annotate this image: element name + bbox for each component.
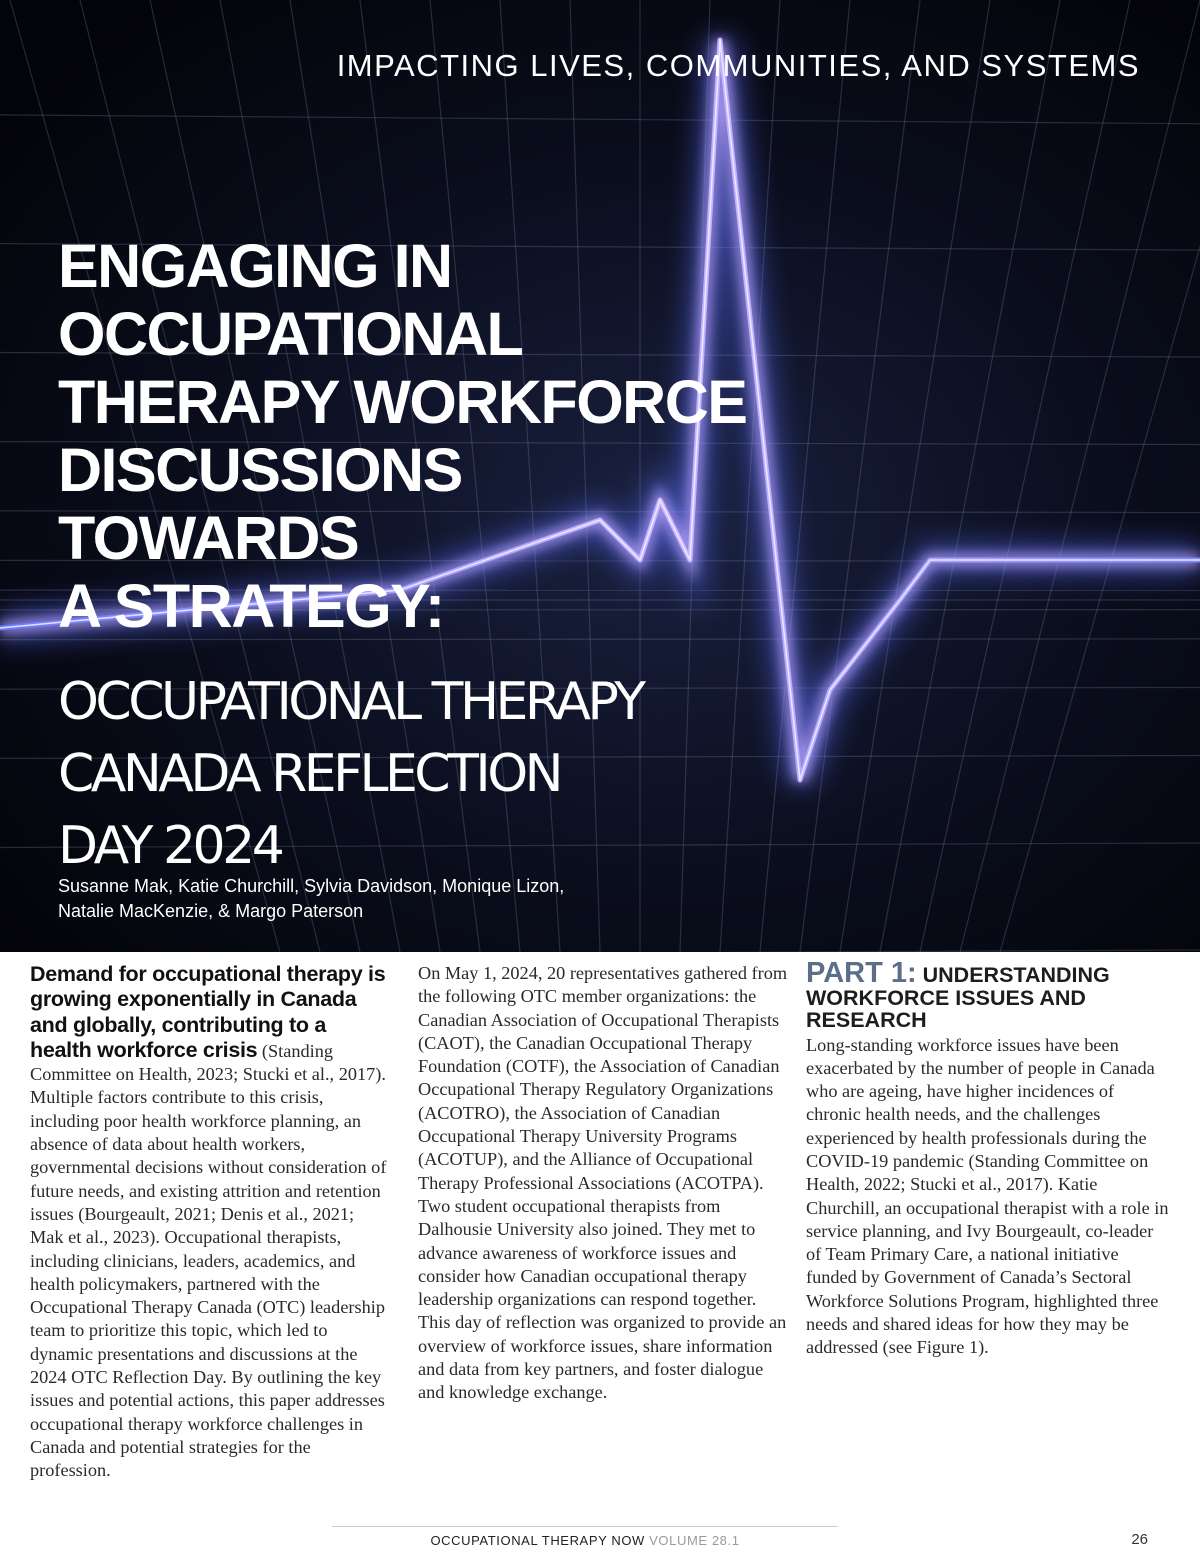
title-line: TOWARDS bbox=[58, 504, 359, 572]
publication-name: OCCUPATIONAL THERAPY NOW bbox=[430, 1533, 645, 1548]
article-title bbox=[58, 232, 818, 640]
lead-in-text: Demand for occupational therapy is growing exponentially in Canada and globally, contributing to a health workforce crisis bbox=[30, 962, 386, 1062]
title-line: OCCUPATIONAL bbox=[58, 300, 523, 368]
author-line: Natalie MacKenzie, & Margo Paterson bbox=[58, 901, 364, 921]
subtitle-line: CANADA REFLECTION bbox=[58, 744, 561, 804]
subtitle-line: DAY 2024 bbox=[58, 816, 282, 876]
author-line: Susanne Mak, Katie Churchill, Sylvia Davidson, Monique Lizon, bbox=[58, 876, 565, 896]
page-number: 26 bbox=[1131, 1531, 1148, 1548]
paragraph-text: (Standing Committee on Health, 2023; Stucki et al., 2017). Multiple factors contribute to this crisis, including poor health workforce planning, an absence of data about health workers, governmental decisions without consideration of future needs, and existing attrition and retention issues (Bourgeault, 2021; Denis et al., 2021; Mak et al., 2023). Occupational therapists, including clinicians, leaders, academics, and health policymakers, partnered with the Occupational Therapy Canada (OTC) leadership team to prioritize this topic, which led to dynamic presentations and discussions at the 2024 OTC Reflection Day. By outlining the key issues and potential actions, this paper addresses occupational therapy workforce challenges in Canada and potential strategies for the profession. bbox=[30, 1040, 387, 1481]
title-line: A STRATEGY: bbox=[58, 572, 444, 640]
part-number: PART 1: bbox=[806, 957, 917, 989]
subtitle-line: OCCUPATIONAL THERAPY bbox=[58, 672, 643, 732]
article-subtitle bbox=[58, 666, 818, 882]
footer-publication bbox=[0, 1533, 1170, 1548]
volume-label: VOLUME 28.1 bbox=[649, 1533, 740, 1548]
title-line: DISCUSSIONS bbox=[58, 436, 462, 504]
part-title: UNDERSTANDING WORKFORCE ISSUES AND RESEARCH bbox=[806, 963, 1110, 1032]
section-heading bbox=[806, 957, 1172, 1032]
section-label: IMPACTING LIVES, COMMUNITIES, AND SYSTEMS bbox=[336, 48, 1140, 83]
author-list bbox=[58, 874, 618, 924]
body-paragraph: On May 1, 2024, 20 representatives gathered from the following OTC member organizations: the Canadian Association of Occupational Therapists (CAOT), the Canadian Occupational Therapy Foundation (COTF), the Association of Canadian Occupational Therapy Regulatory Organizations (ACOTRO), the Association of Canadian Occupational Therapy University Programs (ACOTUP), and the Alliance of Occupational Therapy Professional Associations (ACOTPA). Two student occupational therapists from Dalhousie University also joined. They met to advance awareness of workforce issues and consider how Canadian occupational therapy leadership organizations can respond together. This day of reflection was organized to provide an overview of workforce issues, share information and data from key partners, and foster dialogue and knowledge exchange. bbox=[418, 963, 788, 1403]
intro-paragraph bbox=[30, 962, 392, 1483]
title-line: THERAPY WORKFORCE bbox=[58, 368, 747, 436]
body-column-3 bbox=[806, 957, 1172, 1360]
title-line: ENGAGING IN bbox=[58, 232, 452, 300]
body-column-2 bbox=[418, 962, 790, 1405]
footer-divider bbox=[332, 1526, 838, 1527]
body-column-1 bbox=[30, 962, 392, 1483]
body-paragraph: Long-standing workforce issues have been exacerbated by the number of people in Canada who are ageing, have higher incidences of chronic health needs, and the challenges experienced by health professionals during the COVID-19 pandemic (Standing Committee on Health, 2022; Stucki et al., 2017). Katie Churchill, an occupational therapist with a role in service planning, and Ivy Bourgeault, co-leader of Team Primary Care, a national initiative funded by Government of Canada’s Sectoral Workforce Solutions Program, highlighted three needs and shared ideas for how they may be addressed (see Figure 1). bbox=[806, 1034, 1169, 1358]
